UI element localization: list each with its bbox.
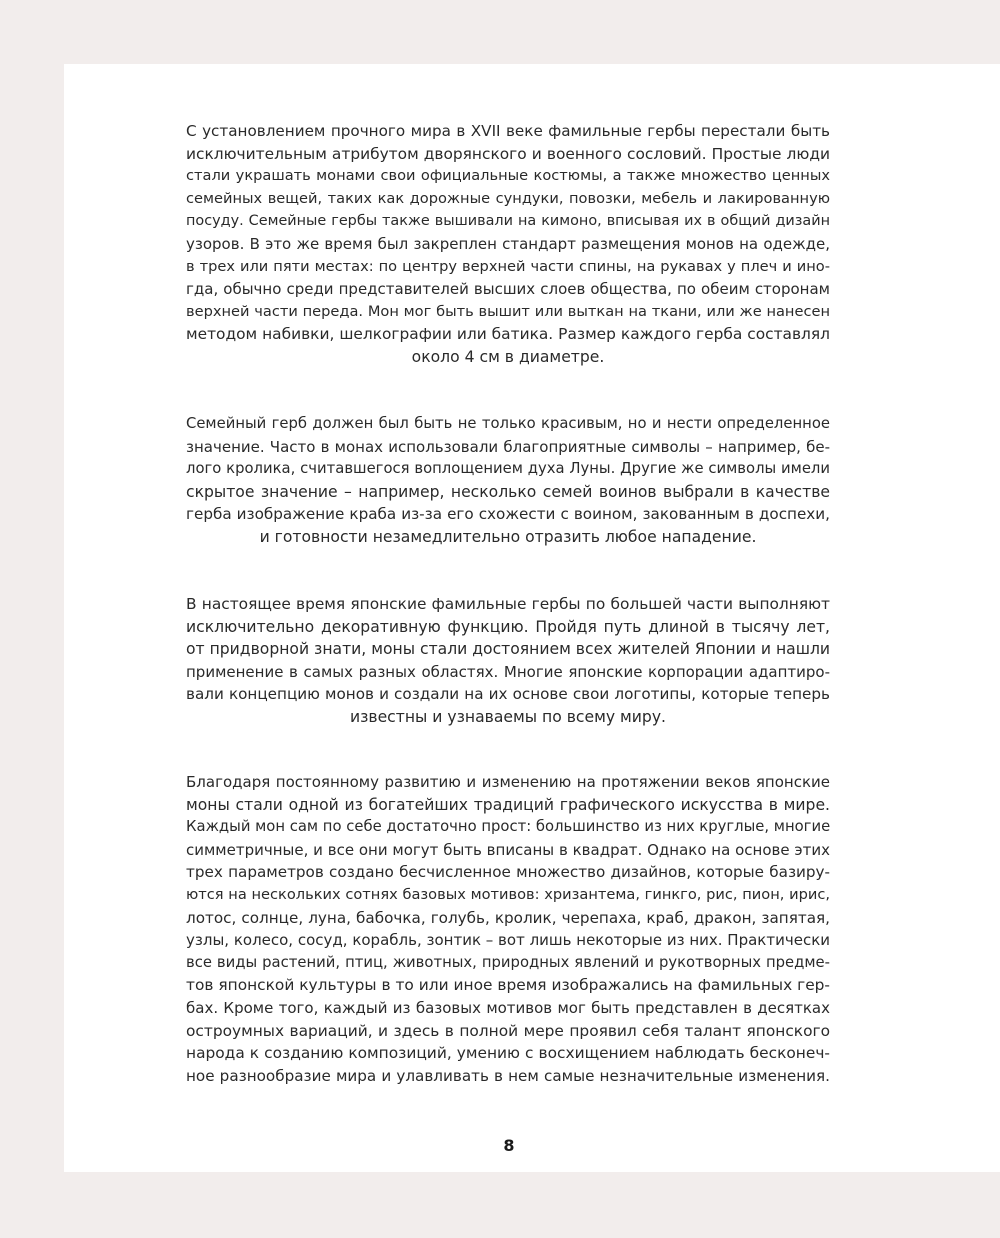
text-line: вали концепцию монов и создали на их основе свои логотипы, которые теперь: [186, 685, 830, 704]
text-line: остроумных вариаций, и здесь в полной мере проявил себя талант японского: [186, 1021, 830, 1040]
text-line: лотос, солнце, луна, бабочка, голубь, кролик, черепаха, краб, дракон, запятая,: [186, 908, 830, 927]
paragraph-1: [186, 120, 830, 369]
text-line: Семейный герб должен был быть не только красивым, но и нести определенное: [186, 415, 830, 432]
text-line: ются на нескольких сотнях базовых мотивов: хризантема, гинкго, рис, пион, ирис,: [186, 885, 830, 903]
text-line: узоров. В это же время был закреплен стандарт размещения монов на одежде,: [186, 234, 830, 253]
text-line: от придворной знати, моны стали достоянием всех жителей Японии и нашли: [186, 640, 831, 659]
text-line: народа к созданию композиций, умению с восхищением наблюдать бесконеч-: [186, 1044, 830, 1063]
text-line: лого кролика, считавшегося воплощением духа Луны. Другие же символы имели: [186, 460, 830, 478]
text-line: В настоящее время японские фамильные гербы по большей части выполняют: [186, 595, 830, 613]
text-line: гда, обычно среди представителей высших слоев общества, по обеим сторонам: [186, 280, 830, 299]
text-line: методом набивки, шелкографии или батика. Размер каждого герба составлял: [186, 325, 830, 344]
page-number: 8: [503, 1136, 515, 1155]
text-line: С установлением прочного мира в XVII веке фамильные гербы перестали быть: [186, 122, 830, 140]
text-line: трех параметров создано бесчисленное множество дизайнов, которые базиру-: [186, 863, 830, 882]
text-line: симметричные, и все они могут быть вписаны в квадрат. Однако на основе этих: [186, 840, 830, 859]
text-line: значение. Часто в монах использовали благоприятные символы – например, бе-: [186, 437, 830, 456]
text-line: известны и узнаваемы по всему миру.: [349, 707, 667, 726]
text-line: исключительно декоративную функцию. Пройдя путь длиной в тысячу лет,: [186, 617, 830, 636]
text-line: ное разнообразие мира и улавливать в нем самые незначительные изменения.: [186, 1066, 830, 1085]
paragraph-4: [186, 771, 830, 1087]
text-line: скрытое значение – например, несколько семей воинов выбрали в качестве: [186, 482, 830, 501]
book-page: [64, 64, 1000, 1172]
text-line: и готовности незамедлительно отразить любое нападение.: [259, 527, 757, 546]
text-line: узлы, колесо, сосуд, корабль, зонтик – вот лишь некоторые из них. Практически: [186, 931, 830, 950]
text-line: исключительным атрибутом дворянского и военного сословий. Простые люди: [186, 144, 830, 163]
text-line: верхней части переда. Мон мог быть вышит или выткан на ткани, или же нанесен: [186, 302, 830, 320]
text-line: семейных вещей, таких как дорожные сундуки, повозки, мебель и лакированную: [186, 189, 830, 207]
paragraph-3: [186, 593, 830, 729]
text-line: моны стали одной из богатейших традиций графического искусства в мире.: [186, 795, 830, 814]
text-line: около 4 см в диаметре.: [411, 347, 605, 366]
text-line: герба изображение краба из-за его схожести с воином, закованным в доспехи,: [186, 505, 830, 524]
text-line: стали украшать монами свои официальные костюмы, а также множество ценных: [186, 167, 830, 185]
text-line: Каждый мон сам по себе достаточно прост: большинство из них круглые, многие: [186, 818, 831, 836]
text-line: посуду. Семейные гербы также вышивали на кимоно, вписывая их в общий дизайн: [186, 213, 830, 230]
text-line: все виды растений, птиц, животных, природных явлений и рукотворных предме-: [186, 953, 830, 971]
text-line: бах. Кроме того, каждый из базовых мотивов мог быть представлен в десятках: [186, 998, 830, 1017]
text-line: Благодаря постоянному развитию и изменению на протяжении веков японские: [186, 773, 830, 791]
text-line: применение в самых разных областях. Многие японские корпорации адаптиро-: [186, 662, 830, 681]
paragraph-2: [186, 413, 830, 549]
text-line: в трех или пяти местах: по центру верхней части спины, на рукавах у плеч и ино-: [186, 257, 830, 275]
text-line: тов японской культуры в то или иное время изображались на фамильных гер-: [186, 976, 830, 995]
